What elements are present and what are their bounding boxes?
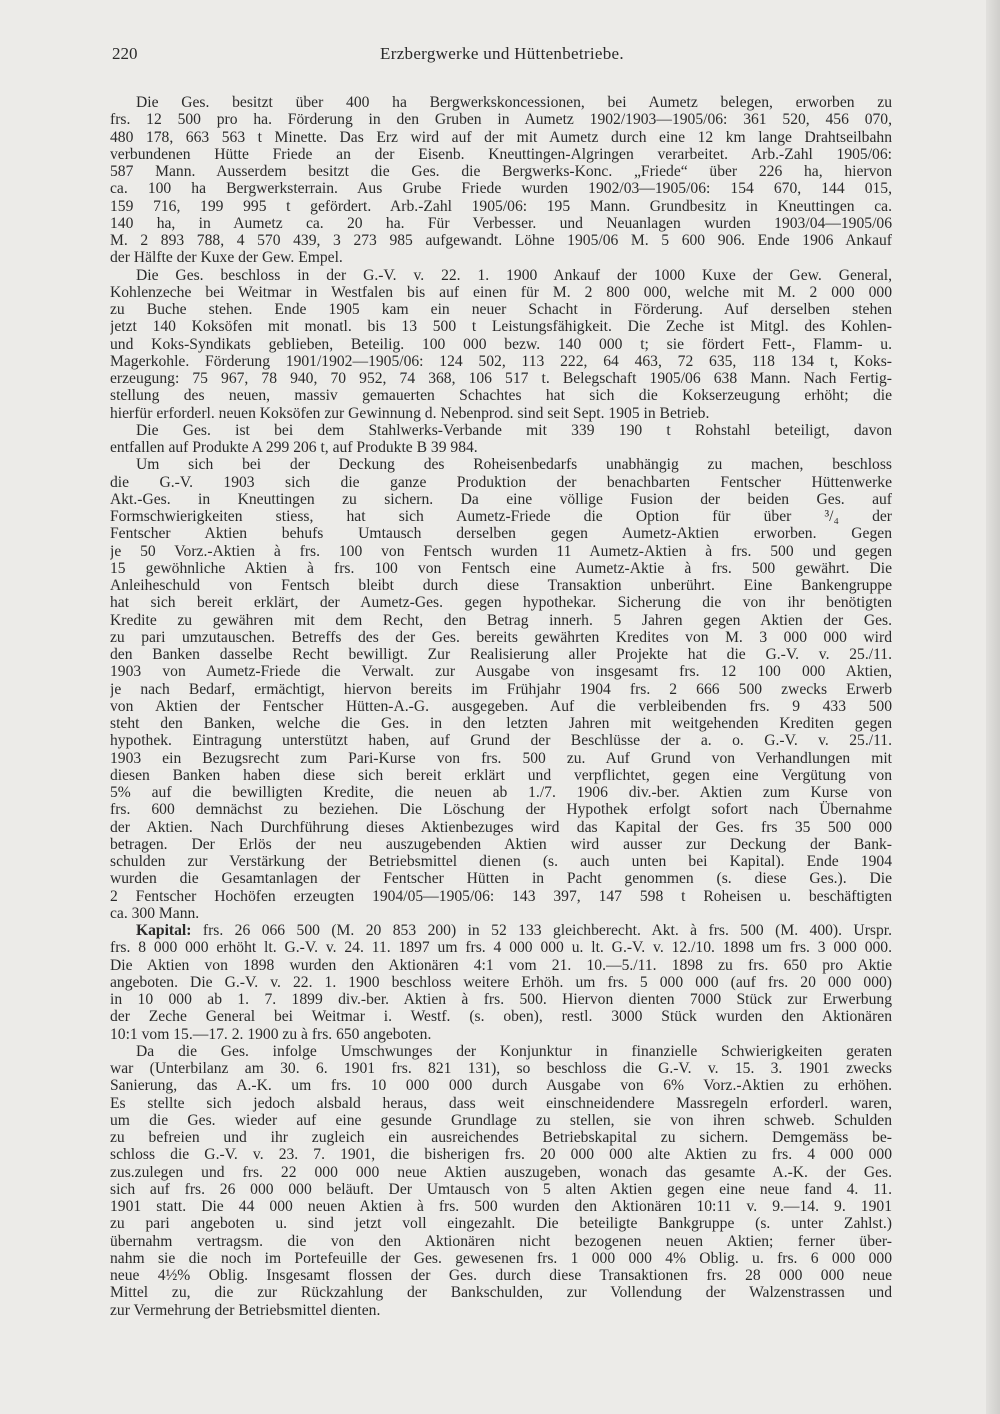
text-line [110,405,892,422]
text-line [110,1198,892,1215]
text-line [110,111,892,128]
line-text: Die Ges. beschloss in der G.-V. v. 22. 1. 1900 Ankauf der 1000 Kuxe der Gew. General, [136,266,892,284]
line-text: Sanierung, das A.-K. um frs. 10 000 000 durch Ausgabe von 6% Vorz.-Aktien zu erhöhen. [110,1077,892,1095]
line-text: frs. 8 000 000 erhöht lt. G.-V. v. 24. 11. 1897 um frs. 4 000 000 u. lt. G.-V. v. 12./10. 1898 um frs. 3 000 000. [110,939,892,957]
text-line [110,1060,892,1077]
text-line [110,663,892,680]
line-text: ca. 100 ha Bergwerksterrain. Aus Grube Friede wurden 1902/03—1905/06: 154 670, 144 015, [110,180,892,198]
line-text: Es stellte sich jedoch alsbald heraus, dass weit einschneidendere Massregeln erforderl. waren, [110,1094,892,1112]
line-text: Die Ges. ist bei dem Stahlwerks-Verbande mit 339 190 t Rohstahl beteiligt, davon [136,421,892,439]
text-line [110,991,892,1008]
text-line [110,715,892,732]
line-text: neue 4½% Oblig. Insgesamt flossen der Ges. durch diese Transaktionen frs. 28 000 000 neue [110,1267,892,1284]
line-text: angeboten. Die G.-V. v. 22. 1. 1900 beschloss weitere Erhöh. um frs. 5 000 000 (auf frs. 20 000 000) [110,973,892,991]
text-line [110,284,892,301]
line-text: je nach Bedarf, ermächtigt, hiervon bereits im Frühjahr 1904 frs. 2 666 500 zwecks Erwerb [110,680,892,698]
line-text: Da die Ges. infolge Umschwunges der Konjunktur in finanzielle Schwierigkeiten geraten [136,1042,892,1060]
line-text: den Banken dasselbe Recht bewilligt. Zur Realisierung aller Projekte hat die G.-V. v. 25./11. [110,646,892,663]
line-text: hierfür erforderl. neuen Koksöfen zur Gewinnung d. Nebenprod. sind seit Sept. 1905 in Betrieb. [110,404,710,422]
body-text [110,94,892,1319]
line-text: Fentscher Aktien behufs Umtausch derselben gegen Aumetz-Aktien erworben. Gegen [110,525,892,543]
text-line [110,1181,892,1198]
text-line [110,491,892,508]
line-text: übernahm vertragsm. die von den Aktionären nicht bezogenen neuen Aktien; ferner über- [110,1232,892,1250]
line-text: Akt.-Ges. in Kneuttingen zu sichern. Da eine völlige Fusion der beiden Ges. auf [110,490,892,508]
page-number: 220 [112,44,138,63]
text-line [110,577,892,594]
line-text: zu pari angeboten u. sind jetzt voll eingezahlt. Die beteiligte Bankgruppe (s. unter Zahlst.) [110,1215,892,1233]
text-line [110,387,892,404]
text-line [110,267,892,284]
line-text: erzeugung: 75 967, 78 940, 70 952, 74 368, 106 517 t. Belegschaft 1905/06 638 Mann. Nach Fertig- [110,370,892,387]
text-line [110,439,892,456]
line-text: 2 Fentscher Hochöfen erzeugten 1904/05—1905/06: 143 397, 147 598 t Roheisen u. beschäftigten [110,887,892,905]
text-line [110,94,892,111]
line-text: um die Ges. wieder auf eine gesunde Grundlage zu stellen, sie von ihren schweb. Schulden [110,1111,892,1129]
line-text: Um sich bei der Deckung des Roheisenbedarfs unabhängig zu machen, beschloss [136,456,892,474]
line-text: Formschwierigkeiten stiess, hat sich Aumetz-Friede die Option für über ³/₄ der [110,508,892,525]
line-text: frs. 600 demnächst zu beziehen. Die Löschung der Hypothek erfolgt sofort nach Übernahme [110,801,892,819]
line-text: in 10 000 ab 1. 7. 1899 div.-ber. Aktien à frs. 500. Hiervon dienten 7000 Stück zur Erwerbung [110,991,892,1008]
line-text: frs. 12 500 pro ha. Förderung in den Gruben in Aumetz 1902/1903—1905/06: 361 520, 456 070, [110,111,892,129]
line-text: der Aktien. Nach Durchführung dieses Aktienbezuges wird das Kapital der Ges. frs 35 500 000 [110,818,892,836]
text-line [110,784,892,801]
line-text: zu befreien und ihr zugleich ein ausreichendes Betriebskapital zu sichern. Demgemäss be- [110,1129,892,1146]
text-line [110,612,892,629]
line-text: war (Unterbilanz am 30. 6. 1901 frs. 821 131), so beschloss die G.-V. v. 15. 3. 1901 zwecks [110,1060,892,1077]
line-text: verbundenen Hütte Friede an der Eisenb. Kneuttingen-Algringen verarbeitet. Arb.-Zahl 1905/06: [110,145,892,163]
line-text: sich auf frs. 26 000 000 beläuft. Der Umtausch von 5 alten Aktien gegen eine neue fand 4. 11. [110,1180,892,1198]
paragraph [110,922,892,1043]
text-line [110,836,892,853]
text-line [110,301,892,318]
text-line [110,1146,892,1163]
text-line [110,1077,892,1094]
text-line [110,249,892,266]
text-line [110,750,892,767]
text-line [110,888,892,905]
paragraph [110,94,892,267]
adjacent-page-edge [986,0,1000,1414]
text-line [110,318,892,335]
text-line [110,594,892,611]
text-line [110,456,892,473]
line-text: von Aktien der Fentscher Hütten-A.-G. ausgegeben. Auf die verbleibenden frs. 9 433 500 [110,697,892,715]
text-line [110,198,892,215]
line-text: Kohlenzeche bei Weitmar in Westfalen bis auf einen für M. 2 800 000, welche mit M. 2 000 000 [110,283,892,301]
line-text: zu Buche stehen. Ende 1905 kam ein neuer Schacht in Förderung. Auf derselben stehen [110,301,892,318]
text-line [110,129,892,146]
line-text: zur Vermehrung der Betriebsmittel dienten. [110,1301,381,1319]
line-text: 140 ha, in Aumetz ca. 20 ha. Für Verbesser. und Neuanlagen wurden 1903/04—1905/06 [110,214,892,232]
line-text: je 50 Vorz.-Aktien à frs. 100 von Fentsch wurden 11 Aumetz-Aktien à frs. 500 und gegen [110,542,892,560]
text-line [110,1215,892,1232]
paragraph [110,456,892,922]
line-text: wurden die Gesamtanlagen der Fentscher Hütten in Pacht genommen (s. diese Ges.). Die [110,870,892,888]
line-text: ca. 300 Mann. [110,904,200,922]
text-line [110,801,892,818]
text-line [110,957,892,974]
line-text: 159 716, 199 995 t gefördert. Arb.-Zahl 1905/06: 195 Mann. Grundbesitz in Kneuttingen ca. [110,197,892,215]
line-text: zus.zulegen und frs. 22 000 000 neue Aktien auszugeben, wonach das gesamte A.-K. der Ges. [110,1163,892,1181]
text-line [110,1008,892,1025]
line-text: der Hälfte der Kuxe der Gew. Empel. [110,249,343,267]
line-text: schulden zur Verstärkung der Betriebsmittel dienen (s. auch unten bei Kapital). Ende 1904 [110,853,892,870]
line-text: 1903 von Aumetz-Friede die Verwalt. zur Ausgabe von insgesamt frs. 12 100 000 Aktien, [110,663,892,681]
text-line [110,370,892,387]
text-line [110,232,892,249]
line-text: 587 Mann. Ausserdem besitzt die Ges. die Bergwerks-Konc. „Friede“ über 226 ha, hiervon [110,163,892,180]
section-lead: Kapital: [136,922,192,939]
paragraph [110,267,892,422]
line-text: Anleiheschuld von Fentsch bleibt durch diese Transaktion unberührt. Eine Bankengruppe [110,577,892,594]
text-line [110,646,892,663]
line-text: Magerkohle. Förderung 1901/1902—1905/06: 124 502, 113 222, 64 463, 72 635, 118 134 t, Koks- [110,352,892,370]
line-text: nahm sie die noch im Portefeuille der Ges. gewesenen frs. 1 000 000 4% Oblig. u. frs. 6 000 000 [110,1249,892,1267]
text-line [110,922,892,939]
text-line [110,525,892,542]
line-text: Mittel zu, die zur Rückzahlung der Bankschulden, zur Vollendung der Walzenstrassen und [110,1284,892,1302]
text-line [110,474,892,491]
text-line [110,905,892,922]
text-line [110,1233,892,1250]
line-text: 5% auf die bewilligten Kredite, die neuen ab 1./7. 1906 div.-ber. Aktien zum Kurse von [110,784,892,801]
line-text: hat sich bereit erklärt, der Aumetz-Ges. gegen hypothekar. Sicherung die von ihr benötigten [110,594,892,612]
text-line [110,560,892,577]
text-line [110,1284,892,1301]
text-line [110,629,892,646]
line-text: steht den Banken, welche die Ges. in den letzten Jahren mit weitgehenden Krediten gegen [110,715,892,732]
line-text: hypothek. Eintragung unterstützt haben, auf Grund der Beschlüsse der a. o. G.-V. v. 25./11. [110,732,892,750]
text-line [110,1250,892,1267]
text-line [110,732,892,749]
text-line [110,1112,892,1129]
line-text: 10:1 vom 15.—17. 2. 1900 zu à frs. 650 angeboten. [110,1025,432,1043]
text-line [110,939,892,956]
line-text: 480 178, 663 563 t Minette. Das Erz wird auf der mit Aumetz durch eine 12 km lange Drahtseilbahn [110,128,892,146]
text-line [110,819,892,836]
line-text: 1901 statt. Die 44 000 neuen Aktien à frs. 500 wurden den Aktionären 10:11 v. 9.—14. 9. 1901 [110,1198,892,1215]
text-line [110,698,892,715]
text-line [110,215,892,232]
text-line [110,180,892,197]
paragraph [110,1043,892,1319]
text-line [110,870,892,887]
text-line [110,336,892,353]
text-line [110,163,892,180]
line-text: 15 gewöhnliche Aktien à frs. 100 von Fentsch eine Aumetz-Aktie à frs. 500 gewährt. Die [110,559,892,577]
text-line [110,853,892,870]
text-line [110,1267,892,1284]
text-line [110,1164,892,1181]
line-text: frs. 26 066 500 (M. 20 853 200) in 52 133 gleichberecht. Akt. à frs. 500 (M. 400). Urspr. [202,922,892,939]
text-line [110,1095,892,1112]
text-line [110,681,892,698]
text-line [110,508,892,525]
text-line [110,422,892,439]
line-text: zu pari umzutauschen. Betreffs des der Ges. bereits gewährten Kredites von M. 3 000 000 wird [110,628,892,646]
text-line [110,353,892,370]
line-text: jetzt 140 Koksöfen mit monatl. bis 13 500 t Leistungsfähigkeit. Die Zeche ist Mitgl. des Kohlen- [110,318,892,336]
text-line [110,767,892,784]
text-line [110,146,892,163]
line-text: Die Ges. besitzt über 400 ha Bergwerkskoncessionen, bei Aumetz belegen, erworben zu [136,94,892,111]
text-line [110,1129,892,1146]
text-line [110,1043,892,1060]
line-text: die G.-V. 1903 sich die ganze Produktion der benachbarten Fentscher Hüttenwerke [110,473,892,491]
paragraph [110,422,892,457]
line-text: Kredite zu gewähren mit dem Recht, den Betrag innerh. 5 Jahren gegen Aktien der Ges. [110,611,892,629]
line-text: schloss die G.-V. v. 23. 7. 1901, die bisherigen frs. 20 000 000 alte Aktien zu frs. 4 000 000 [110,1146,892,1164]
text-line [110,974,892,991]
running-title: Erzbergwerke und Hüttenbetriebe. [380,44,624,63]
text-line [110,1302,892,1319]
line-text: der Zeche General bei Weitmar i. Westf. (s. oben), restl. 3000 Stück wurden den Aktionären [110,1008,892,1026]
line-text: betragen. Der Erlös der neu auszugebenden Aktien wird ausser zur Deckung der Bank- [110,835,892,853]
page-header [112,44,892,66]
line-text: M. 2 893 788, 4 570 439, 3 273 985 aufgewandt. Löhne 1905/06 M. 5 600 906. Ende 1906 Ankauf [110,232,892,249]
line-text: diesen Banken haben diese sich bereit erklärt und verpflichtet, gegen eine Vergütung von [110,766,892,784]
text-line [110,543,892,560]
line-text: 1903 ein Bezugsrecht zum Pari-Kurse von frs. 500 zu. Auf Grund von Verhandlungen mit [110,749,892,767]
line-text: stellung des neuen, massiv gemauerten Schachtes hat sich die Kokserzeugung erhöht; die [110,387,892,405]
line-text: und Koks-Syndikats geblieben, Beteilig. 100 000 bezw. 140 000 t; sie fördert Fett-, Flamm- u. [110,335,892,353]
line-text: Die Aktien von 1898 wurden den Aktionären 4:1 vom 21. 10.—5./11. 1898 zu frs. 650 pro Aktie [110,956,892,974]
line-text: entfallen auf Produkte A 299 206 t, auf Produkte B 39 984. [110,439,478,456]
text-line [110,1026,892,1043]
